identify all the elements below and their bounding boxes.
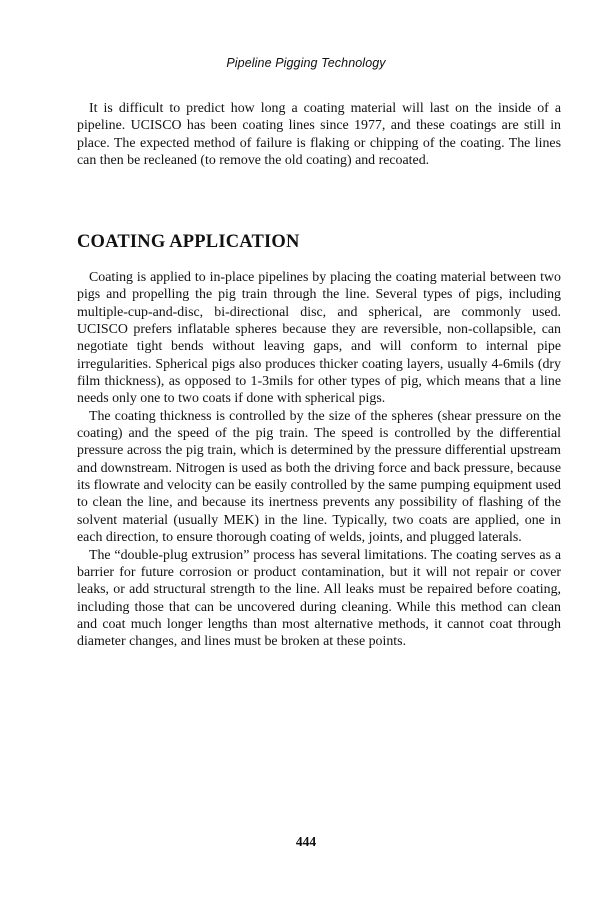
- running-header: Pipeline Pigging Technology: [226, 56, 386, 70]
- intro-block: [77, 100, 561, 169]
- body-paragraph: Coating is applied to in-place pipelines by placing the coating material between two pigs and propelling the pig train through the line. Several types of pigs, including multiple-cup-and-disc, bi-directional disc, and spherical, are commonly used. UCISCO prefers inflatable spheres because they are reversible, non-collapsible, can negotiate tight bends without leaving gaps, and will conform to internal pipe irregularities. Spherical pigs also produces thicker coating layers, usually 4-6mils (dry film thickness), as opposed to 1-3mils for other types of pig, which means that a line needs only one to two coats if done with spherical pigs.: [77, 270, 561, 407]
- section-body: [77, 269, 561, 651]
- intro-paragraph: It is difficult to predict how long a coating material will last on the inside of a pipeline. UCISCO has been coating lines since 1977, and these coatings are still in place. The expected method of failure is flaking or chipping of the coating. The lines can then be recleaned (to remove the old coating) and recoated.: [77, 101, 561, 169]
- body-paragraph: The “double-plug extrusion” process has several limitations. The coating serves as a barrier for future corrosion or product contamination, but it will not repair or cover leaks, or add structural strength to the line. All leaks must be repaired before coating, including those that can be uncovered during cleaning. While this method can clean and coat much longer lengths than most alternative methods, it cannot coat through diameter changes, and lines must be broken at these points.: [77, 547, 561, 650]
- page-number: 444: [295, 834, 317, 849]
- body-paragraph: The coating thickness is controlled by the size of the spheres (shear pressure on the coating) and the speed of the pig train. The speed is controlled by the differential pressure across the pig train, which is determined by the pressure differential upstream and downstream. Nitrogen is used as both the driving force and back pressure, because its flowrate and velocity can be easily controlled by the same pumping equipment used to clean the line, and because its inertness prevents any possibility of flashing of the solvent material (usually MEK) in the line. Typically, two coats are applied, one in each direction, to ensure thorough coating of welds, joints, and plugged laterals.: [77, 408, 561, 546]
- section-heading: COATING APPLICATION: [77, 232, 300, 252]
